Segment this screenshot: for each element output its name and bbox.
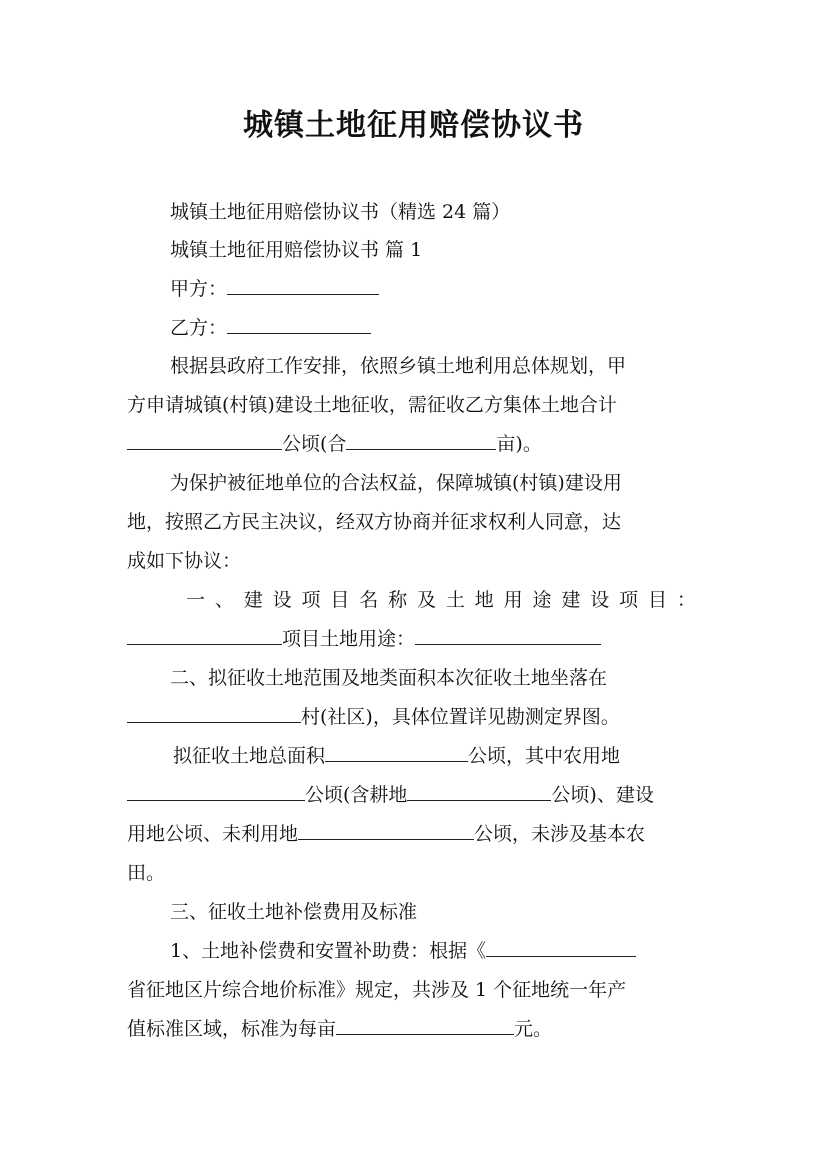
char: 建 <box>561 589 581 611</box>
char: ： <box>676 589 696 611</box>
project-use-label: 项目土地用途： <box>282 628 416 650</box>
char: 地 <box>474 589 494 611</box>
unused-land-text: 公顷，未涉及基本农 <box>474 823 646 845</box>
location-line <box>127 704 620 730</box>
party-b-blank <box>227 315 371 334</box>
paragraph-line: 方申请城镇(村镇)建设土地征收，需征收乙方集体土地合计 <box>127 394 617 416</box>
unused-land-line <box>127 821 645 847</box>
location-text: 村(社区)，具体位置详见勘测定界图。 <box>301 706 620 728</box>
farmland-label: 公顷，其中农用地 <box>468 745 621 767</box>
section-heading: 城镇土地征用赔偿协议书 篇 1 <box>170 239 423 261</box>
char: 一 <box>186 589 206 611</box>
standard-blank <box>336 1016 514 1035</box>
cultivated-blank <box>407 782 551 801</box>
char: 项 <box>619 589 639 611</box>
char: 项 <box>301 589 321 611</box>
unused-land-label: 用地公顷、未利用地 <box>127 823 299 845</box>
char: 及 <box>417 589 437 611</box>
area-text: 公顷(合 <box>282 433 347 455</box>
char: 、 <box>214 589 234 611</box>
project-use-line <box>127 626 601 652</box>
party-a-label: 甲方： <box>170 278 228 300</box>
unused-land-blank <box>298 821 474 840</box>
paragraph-line: 地，按照乙方民主决议，经双方协商并征求权利人同意，达 <box>127 511 622 533</box>
construction-label: 公顷)、建设 <box>551 784 654 806</box>
paragraph-line: 田。 <box>127 862 166 884</box>
compensation-text: 1、土地补偿费和安置补助费：根据《 <box>170 940 487 962</box>
char: 土 <box>445 589 465 611</box>
paragraph-text: 根据县政府工作安排，依照乡镇土地利用总体规划，甲 <box>170 355 627 377</box>
province-blank <box>486 938 636 957</box>
currency-unit: 元。 <box>514 1018 553 1040</box>
mu-blank <box>346 431 496 450</box>
compensation-line <box>170 938 636 964</box>
subtitle-line: 城镇土地征用赔偿协议书（精选 24 篇） <box>170 201 511 223</box>
char: 建 <box>243 589 263 611</box>
char: 设 <box>272 589 292 611</box>
farmland-line <box>127 782 654 808</box>
char: 目 <box>648 589 668 611</box>
standard-line <box>127 1016 552 1042</box>
char: 途 <box>532 589 552 611</box>
village-blank <box>127 704 301 723</box>
char: 目 <box>330 589 350 611</box>
total-area-line <box>173 743 620 769</box>
party-a-blank <box>227 276 379 295</box>
project-use-blank <box>415 626 601 645</box>
clause-2-heading: 二、拟征收土地范围及地类面积本次征收土地坐落在 <box>170 667 608 689</box>
total-area-blank <box>325 743 468 762</box>
area-text: 亩)。 <box>496 433 542 455</box>
party-b-line <box>170 315 371 341</box>
char: 称 <box>388 589 408 611</box>
paragraph-line: 为保护被征地单位的合法权益，保障城镇(村镇)建设用 <box>170 472 622 494</box>
area-line <box>127 431 542 457</box>
clause-1-heading <box>186 587 696 613</box>
party-a-line <box>170 276 379 302</box>
char: 名 <box>359 589 379 611</box>
clause-3-heading: 三、征收土地补偿费用及标准 <box>170 901 418 923</box>
document-title: 城镇土地征用赔偿协议书 <box>243 108 584 143</box>
paragraph-line: 成如下协议： <box>127 550 242 572</box>
paragraph-line <box>170 353 702 379</box>
char: 设 <box>590 589 610 611</box>
farmland-blank <box>127 782 305 801</box>
farmland-text: 公顷(含耕地 <box>305 784 408 806</box>
paragraph-line: 省征地区片综合地价标准》规定，共涉及 1 个征地统一年产 <box>127 979 627 1001</box>
project-name-blank <box>127 626 282 645</box>
total-area-label: 拟征收土地总面积 <box>173 745 326 767</box>
standard-text: 值标准区域，标准为每亩 <box>127 1018 337 1040</box>
party-b-label: 乙方： <box>170 317 228 339</box>
hectare-blank <box>127 431 282 450</box>
char: 用 <box>503 589 523 611</box>
